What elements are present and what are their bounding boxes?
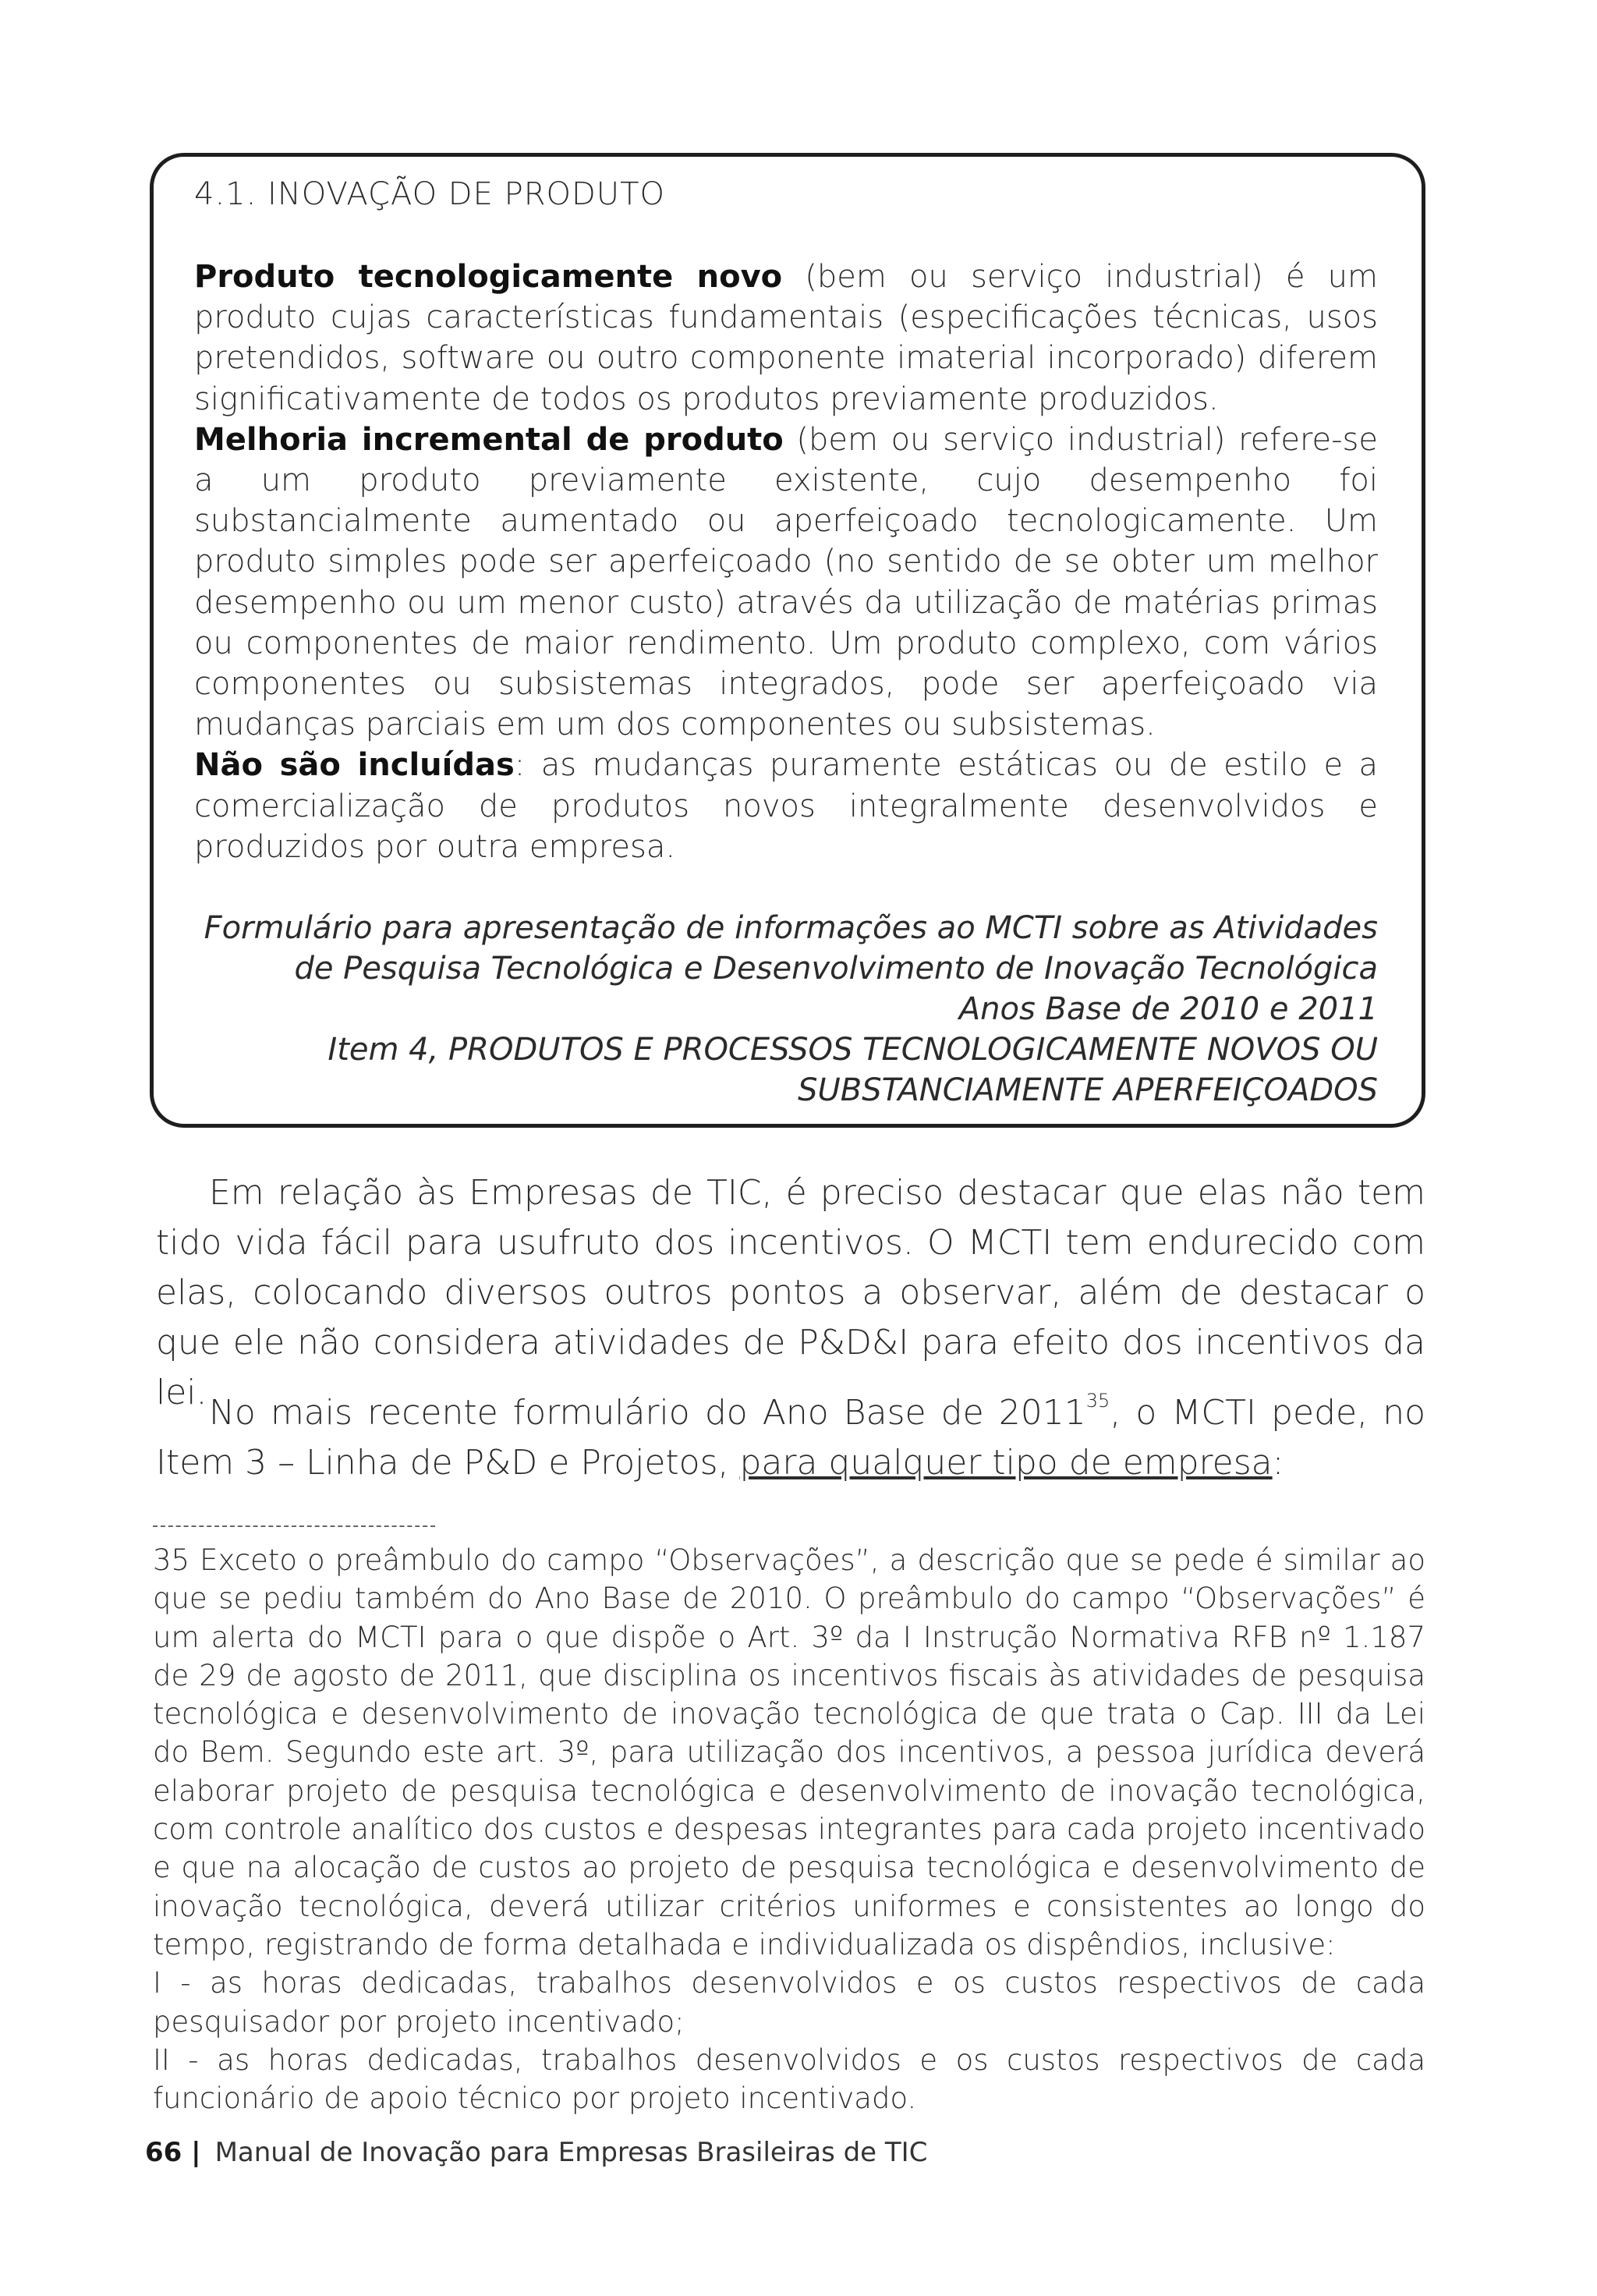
definition-box (150, 153, 1425, 1128)
paragraph-2-text: , o MCTI pede, no Item 3 – Linha de P&D e Projetos, (156, 1393, 1425, 1483)
book-title: Manual de Inovação para Empresas Brasileiras de TIC (214, 2137, 928, 2168)
body-paragraph-2 (156, 1388, 1425, 1488)
term-nao-incluidas: Não são incluídas (194, 747, 515, 784)
citation-line: de Pesquisa Tecnológica e Desenvolvimento de Inovação Tecnológica (294, 951, 1378, 987)
source-citation (194, 908, 1378, 1111)
citation-line: Item 4, PRODUTOS E PROCESSOS TECNOLOGICAMENTE NOVOS OU (328, 1032, 1378, 1068)
citation-line: SUBSTANCIAMENTE APERFEIÇOADOS (798, 1072, 1378, 1109)
paragraph-2-text: No mais recente formulário do Ano Base de 2011 (209, 1393, 1086, 1433)
citation-line: Formulário para apresentação de informações ao MCTI sobre as Atividades (204, 910, 1378, 947)
paragraph-2-text: : (1272, 1443, 1284, 1483)
footnote-item-2: II - as horas dedicadas, trabalhos desenvolvidos e os custos respectivos de cada funcionário de apoio técnico por projeto incentivado. (153, 2043, 1425, 2116)
footnote-35 (153, 1541, 1425, 2117)
definition-nao-incluidas: : as mudanças puramente estáticas ou de estilo e a comercialização de produtos novos integralmente desenvolvidos e produzidos por outra empresa. (194, 747, 1379, 865)
box-title: 4.1. INOVAÇÃO DE PRODUTO (194, 176, 665, 212)
footnote-item-1: I - as horas dedicadas, trabalhos desenvolvidos e os custos respectivos de cada pesquisador por projeto incentivado; (153, 1966, 1425, 2039)
term-produto-novo: Produto tecnologicamente novo (194, 259, 783, 295)
page-footer (145, 2135, 927, 2170)
citation-line: Anos Base de 2010 e 2011 (958, 991, 1378, 1028)
definition-melhoria-incremental: (bem ou serviço industrial) refere-se a um produto previamente existente, cujo desempenho foi substancialmente aumentado ou aperfeiçoado tecnologicamente. Um produto simples pode ser aperfeiçoado (no sentido de se obter um melhor desempenho ou um menor custo) através da utilização de matérias primas ou componentes de maior rendimento. Um produto complexo, com vários componentes ou subsistemas integrados, pode ser aperfeiçoado via mudanças parciais em um dos componentes ou subsistemas. (194, 421, 1378, 743)
body-paragraph-1: Em relação às Empresas de TIC, é preciso destacar que elas não tem tido vida fácil para usufruto dos incentivos. O MCTI tem endurecido com elas, colocando diversos outros pontos a observar, além de destacar o que ele não considera atividades de P&D&I para efeito dos incentivos da lei. (156, 1173, 1425, 1412)
page-number: 66 | (145, 2137, 201, 2168)
footnote-reference[interactable]: 35 (1085, 1390, 1110, 1412)
footnote-text: 35 Exceto o preâmbulo do campo “Observações”, a descrição que se pede é similar ao que se pediu também do Ano Base de 2010. O preâmbulo do campo “Observações” é um alerta do MCTI para o que dispõe o Art. 3º da I Instrução Normativa RFB nº 1.187 de 29 de agosto de 2011, que disciplina os incentivos fiscais às atividades de pesquisa tecnológica e desenvolvimento de inovação tecnológica de que trata o Cap. III da Lei do Bem. Segundo este art. 3º, para utilização dos incentivos, a pessoa jurídica deverá elaborar projeto de pesquisa tecnológica e desenvolvimento de inovação tecnológica, com controle analítico dos custos e despesas integrantes para cada projeto incentivado e que na alocação de custos ao projeto de pesquisa tecnológica e desenvolvimento de inovação tecnológica, deverá utilizar critérios uniformes e consistentes ao longo do tempo, registrando de forma detalhada e individualizada os dispêndios, inclusive: (153, 1543, 1425, 1961)
footnote-separator (153, 1525, 435, 1527)
term-melhoria-incremental: Melhoria incremental de produto (194, 421, 784, 458)
underlined-phrase: para qualquer tipo de empresa (739, 1443, 1273, 1483)
definition-produto-novo: (bem ou serviço industrial) é um produto cujas características fundamentais (especificações técnicas, usos pretendidos, software ou outro componente imaterial incorporado) diferem significativamente de todos os produtos previamente produzidos. (194, 259, 1378, 417)
box-definitions (194, 257, 1378, 867)
